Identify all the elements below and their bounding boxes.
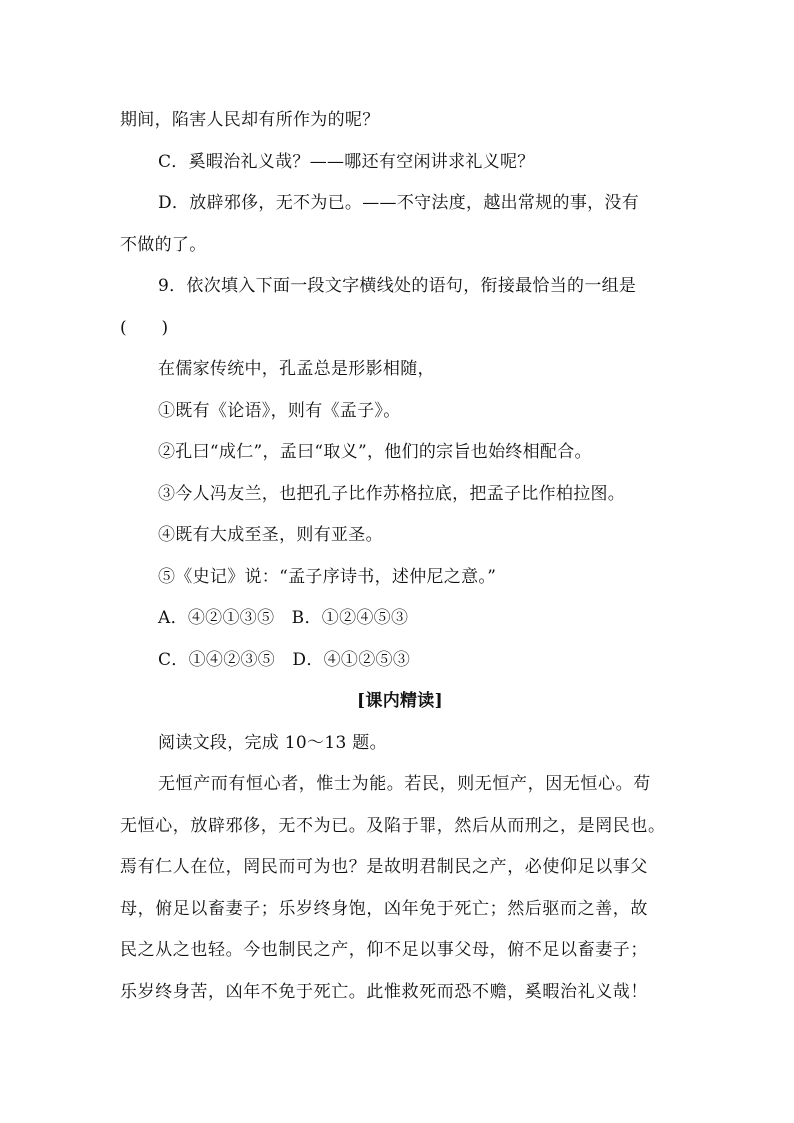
- document-page: [120, 100, 680, 1013]
- options-a-b: A．④②①③⑤ B．①②④⑤③: [158, 608, 409, 628]
- option-d-line2: 不做的了。: [120, 234, 207, 255]
- question-9-lead: 在儒家传统中，孔孟总是形影相随，: [158, 359, 435, 379]
- sentence-item-3: ③今人冯友兰，也把孔子比作苏格拉底，把孟子比作柏拉图。: [158, 483, 626, 504]
- passage-line: 无恒心，放辟邪侈，无不为已。及陷于罪，然后从而刑之，是罔民也。: [120, 815, 666, 836]
- question-continuation: 期间，陷害人民却有所作为的呢？: [120, 110, 380, 130]
- sentence-item-1: ①既有《论语》，则有《孟子》。: [158, 400, 401, 421]
- passage-line: 母，俯足以畜妻子；乐岁终身饱，凶年免于死亡；然后驱而之善，故: [120, 898, 648, 919]
- passage-line: 无恒产而有恒心者，惟士为能。若民，则无恒产，因无恒心。苟: [158, 774, 651, 794]
- reading-instruction: 阅读文段，完成 10～13 题。: [158, 732, 387, 753]
- options-c-d: C．①④②③⑤ D．④①②⑤③: [158, 649, 411, 670]
- option-d-line1: D．放辟邪侈，无不为已。——不守法度，越出常规的事，没有: [158, 193, 640, 213]
- sentence-item-5: ⑤《史记》说：“孟子序诗书，述仲尼之意。”: [158, 566, 497, 587]
- sentence-item-4: ④既有大成至圣，则有亚圣。: [158, 525, 383, 545]
- passage-line: 乐岁终身苦，凶年不免于死亡。此惟救死而恐不赡，奚暇治礼义哉！: [120, 981, 648, 1002]
- passage-line: 民之从之也轻。今也制民之产，仰不足以事父母，俯不足以畜妻子；: [120, 940, 648, 960]
- passage-line: 焉有仁人在位，罔民而可为也？是故明君制民之产，必使仰足以事父: [120, 857, 648, 877]
- section-title: [课内精读]: [357, 691, 443, 711]
- option-c: C．奚暇治礼义哉？——哪还有空闲讲求礼义呢？: [158, 151, 535, 172]
- sentence-item-2: ②孔曰“成仁”，孟曰“取义”，他们的宗旨也始终相配合。: [158, 442, 592, 462]
- answer-bracket: ( ): [120, 317, 169, 338]
- question-9-stem: 9．依次填入下面一段文字横线处的语句，衔接最恰当的一组是: [158, 276, 637, 296]
